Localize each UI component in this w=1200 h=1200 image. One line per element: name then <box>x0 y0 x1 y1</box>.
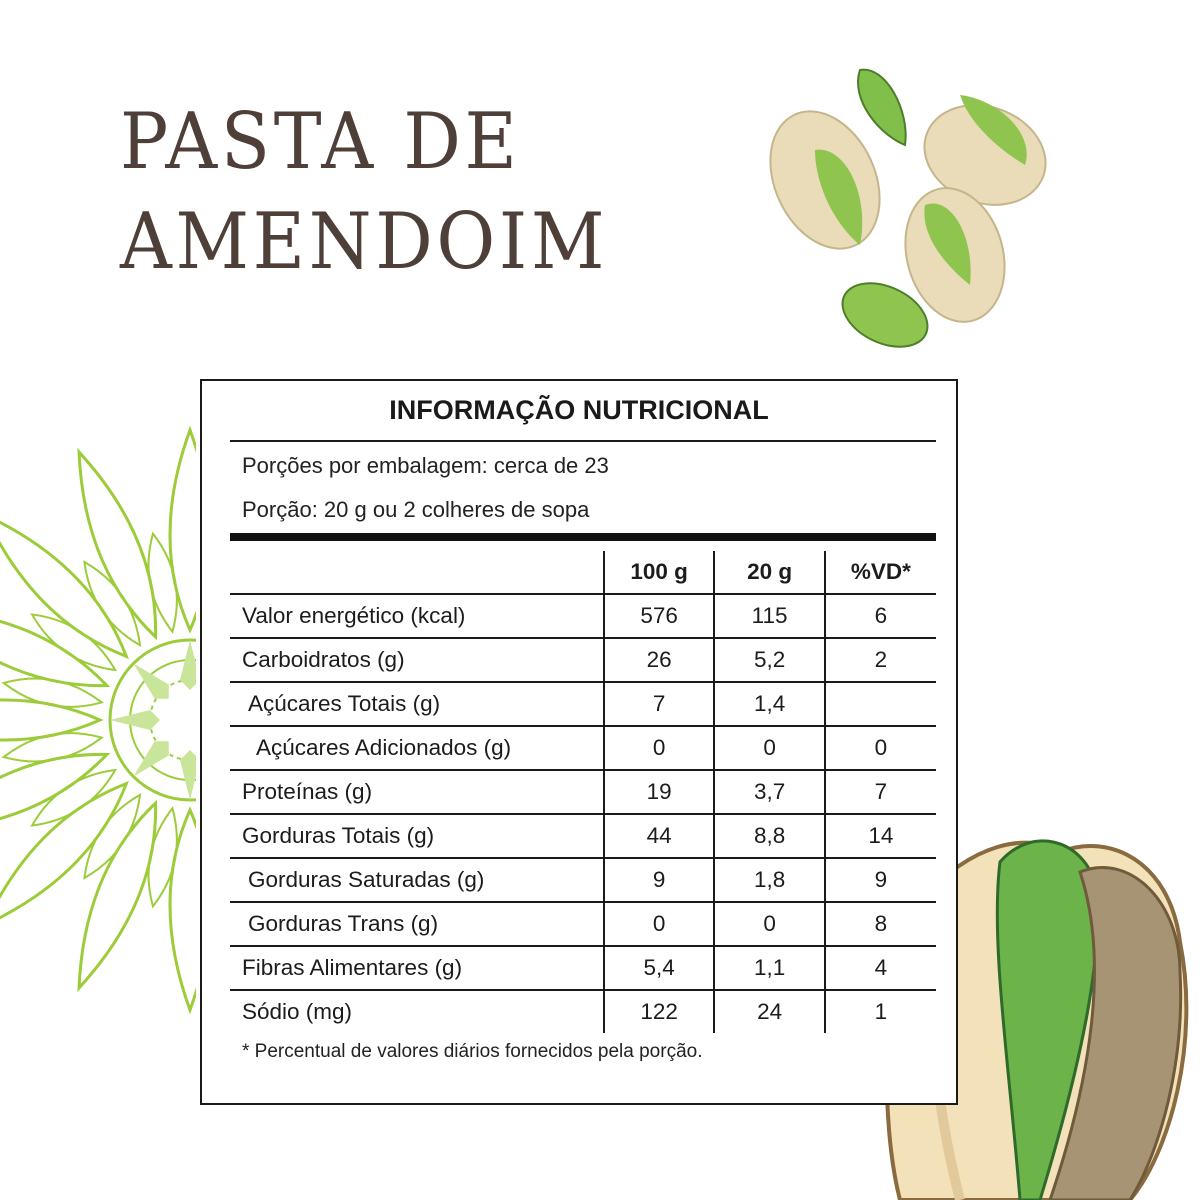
value-100g: 9 <box>604 858 715 902</box>
row-label: Fibras Alimentares (g) <box>230 946 604 990</box>
value-vd: 2 <box>825 638 936 682</box>
title-line-1: PASTA DE <box>120 97 521 187</box>
value-vd: 6 <box>825 594 936 638</box>
value-vd: 0 <box>825 726 936 770</box>
table-row <box>230 946 936 990</box>
column-header-vd: %VD* <box>825 551 936 594</box>
column-header-label <box>230 551 604 594</box>
divider <box>230 440 936 442</box>
row-label: Gorduras Trans (g) <box>230 902 604 946</box>
value-100g: 5,4 <box>604 946 715 990</box>
value-100g: 19 <box>604 770 715 814</box>
title-line-2: AMENDOIM <box>120 197 609 287</box>
value-20g: 3,7 <box>714 770 824 814</box>
footnote: * Percentual de valores diários fornecidos pela porção. <box>242 1041 703 1062</box>
row-label: Carboidratos (g) <box>230 638 604 682</box>
table-row <box>230 990 936 1033</box>
divider-thick <box>230 533 936 541</box>
value-100g: 26 <box>604 638 715 682</box>
row-label: Gorduras Totais (g) <box>230 814 604 858</box>
pistachios-illustration <box>760 55 1060 355</box>
table-row <box>230 726 936 770</box>
value-vd <box>825 682 936 726</box>
value-vd: 1 <box>825 990 936 1033</box>
nutrition-table <box>230 551 936 1033</box>
value-vd: 4 <box>825 946 936 990</box>
table-row <box>230 858 936 902</box>
serving-size: Porção: 20 g ou 2 colheres de sopa <box>242 497 590 522</box>
table-row <box>230 814 936 858</box>
value-20g: 8,8 <box>714 814 824 858</box>
page-title <box>120 92 608 292</box>
table-row <box>230 638 936 682</box>
value-20g: 0 <box>714 902 824 946</box>
panel-heading: INFORMAÇÃO NUTRICIONAL <box>389 395 769 425</box>
nutrition-facts-panel <box>200 379 958 1105</box>
value-100g: 576 <box>604 594 715 638</box>
row-label: Proteínas (g) <box>230 770 604 814</box>
table-row <box>230 902 936 946</box>
mandala-decoration <box>0 425 196 1015</box>
value-20g: 0 <box>714 726 824 770</box>
value-20g: 1,8 <box>714 858 824 902</box>
table-header-row <box>230 551 936 594</box>
row-label: Açúcares Adicionados (g) <box>230 726 604 770</box>
column-header-100g: 100 g <box>604 551 715 594</box>
column-header-20g: 20 g <box>714 551 824 594</box>
value-100g: 122 <box>604 990 715 1033</box>
table-row <box>230 682 936 726</box>
table-row <box>230 770 936 814</box>
value-vd: 14 <box>825 814 936 858</box>
value-20g: 1,4 <box>714 682 824 726</box>
value-vd: 8 <box>825 902 936 946</box>
row-label: Açúcares Totais (g) <box>230 682 604 726</box>
value-100g: 0 <box>604 902 715 946</box>
value-20g: 24 <box>714 990 824 1033</box>
servings-per-package: Porções por embalagem: cerca de 23 <box>242 453 609 478</box>
value-20g: 115 <box>714 594 824 638</box>
row-label: Sódio (mg) <box>242 999 353 1024</box>
row-label: Valor energético (kcal) <box>230 594 604 638</box>
value-20g: 5,2 <box>714 638 824 682</box>
value-100g: 0 <box>604 726 715 770</box>
value-100g: 44 <box>604 814 715 858</box>
value-20g: 1,1 <box>714 946 824 990</box>
value-100g: 7 <box>604 682 715 726</box>
value-vd: 9 <box>825 858 936 902</box>
value-vd: 7 <box>825 770 936 814</box>
table-row <box>230 594 936 638</box>
row-label: Gorduras Saturadas (g) <box>230 858 604 902</box>
